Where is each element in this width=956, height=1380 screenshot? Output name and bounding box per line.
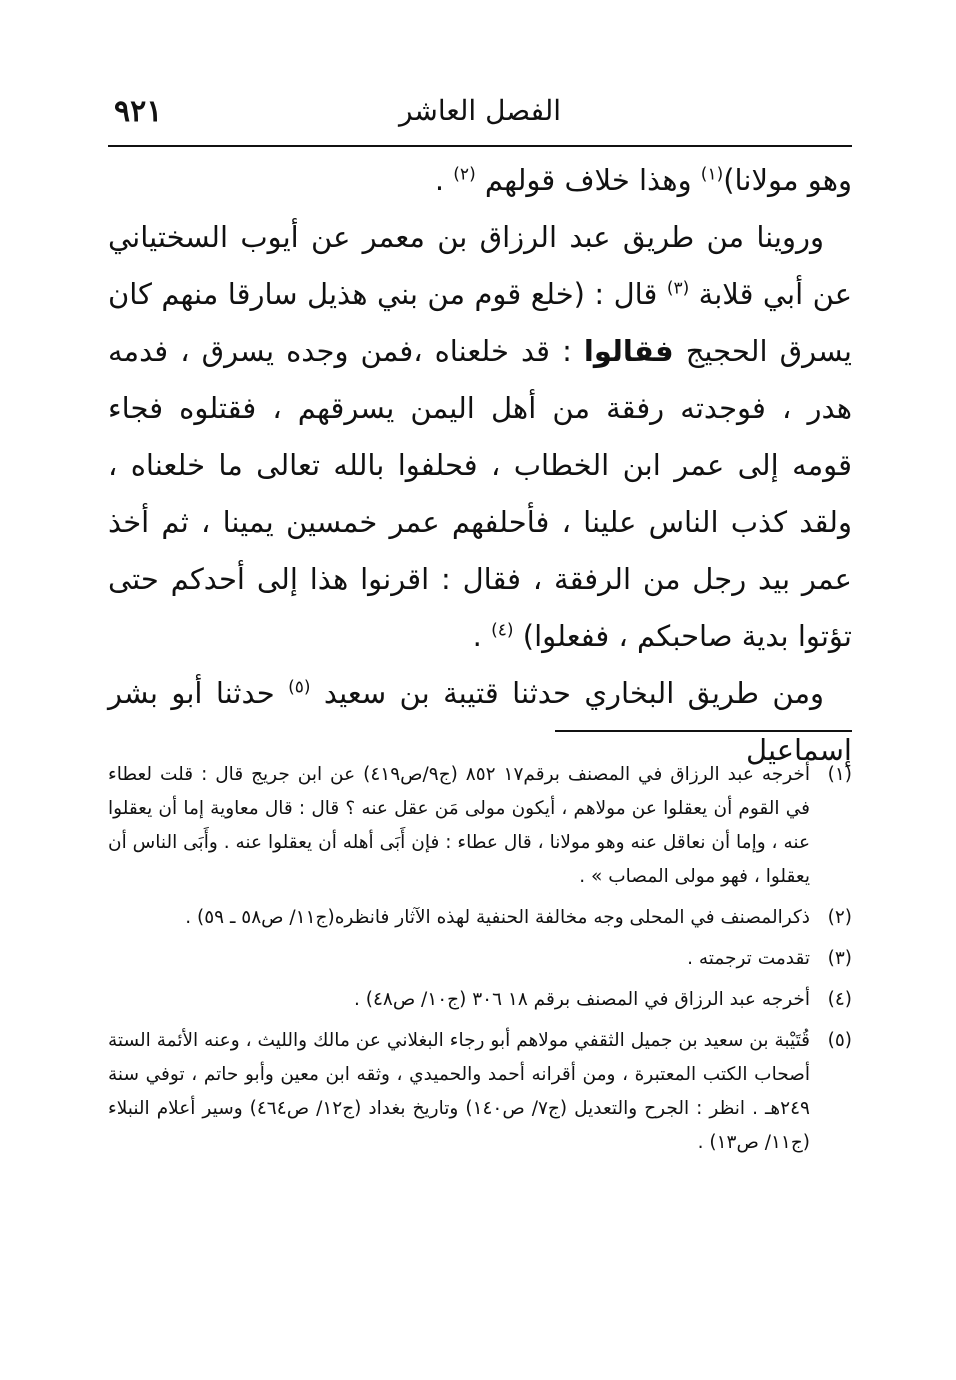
text-segment: : قد خلعناه ،فمن وجده يسرق ، فدمه هدر ، فوجدته رفقة من أهل اليمن يسرقهم ، فقتلوه فجاء قومه إلى عمر ابن الخطاب ، فحلفوا بالله تعالى ما خلعناه ، ولقد كذب الناس علينا ، فأحلفهم عمر خمسين يمينا ، ثم أخذ عمر بيد رجل من الرفقة ، فقال : اقرنوا هذا إلى أحدكم حتى تؤتوا بدية صاحبكم ، ففعلوا) bbox=[108, 334, 852, 653]
text-segment: حدثنا أبو بشر إسماعيل bbox=[108, 676, 852, 767]
text-segment: ومن طريق البخاري حدثنا قتيبة بن سعيد bbox=[310, 676, 825, 710]
footnote-1 bbox=[108, 758, 852, 894]
footnote-ref-1: (١) bbox=[700, 164, 724, 185]
footnotes bbox=[108, 758, 852, 1167]
text-segment: . bbox=[472, 619, 492, 653]
text-segment: وهو مولانا) bbox=[723, 163, 852, 197]
footnote-4 bbox=[108, 983, 852, 1017]
footnote-number: (٣) bbox=[827, 948, 852, 969]
page-number: ٩٢١ bbox=[114, 94, 163, 129]
footnote-2 bbox=[108, 901, 852, 935]
footnote-5 bbox=[108, 1024, 852, 1160]
text-segment: قال : (خلع قوم من بني هذيل سارقا منهم كان يسرق الحجيج bbox=[108, 277, 853, 368]
footnote-separator bbox=[555, 730, 852, 732]
footnote-text: قُتَيْبة بن سعيد بن جميل الثقفي مولاهم أبو رجاء البغلاني عن مالك والليث ، وعنه الأئمة الستة أصحاب الكتب المعتبرة ، ومن أقرانه أحمد والحميدي ، وثقه ابن معين وأبو حاتم ، توفي سنة ٢٤٩هـ . انظر : الجرح والتعديل (ج٧/ ص١٤٠) وتاريخ بغداد (ج١٢/ ص٤٦٤) وسير أعلام النبلاء (ج١١/ ص١٣) . bbox=[108, 1030, 810, 1153]
text-segment: وهذا خلاف قولهم bbox=[475, 163, 701, 197]
footnote-ref-2: (٢) bbox=[453, 164, 476, 185]
footnote-text: أخرجه عبد الرزاق في المصنف برقم١٧ ٨٥٢ (ج٩/ص٤١٩) عن ابن جريج قال : قلت لعطاء في القوم أن يعقلوا عن مولاهم ، أيكون مولى مَن عقل عنه ؟ قال : قال معاوية إما أن يعقلوا عنه ، وإما أن نعاقل عنه وهو مولانا ، قال عطاء : فإن أَبَى أهله أن يعقلوا عنه . وأَبَى الناس أن يعقلوا ، فهو مولى المصاب » . bbox=[108, 764, 810, 887]
paragraph-2 bbox=[108, 209, 852, 665]
footnote-ref-4: (٤) bbox=[491, 620, 514, 641]
footnote-ref-5: (٥) bbox=[288, 677, 311, 698]
text-segment: . bbox=[434, 163, 454, 197]
footnote-text: أخرجه عبد الرزاق في المصنف برقم ١٨ ٣٠٦ (ج١٠/ ص٤٨) . bbox=[353, 989, 810, 1010]
bold-word: فقالوا bbox=[583, 334, 674, 368]
footnote-number: (٥) bbox=[827, 1030, 852, 1051]
footnote-text: تقدمت ترجمته . bbox=[687, 948, 810, 969]
footnote-number: (٢) bbox=[827, 907, 852, 928]
page-header bbox=[108, 88, 852, 144]
footnote-number: (٤) bbox=[827, 989, 852, 1010]
header-rule bbox=[108, 145, 852, 147]
text-segment: وروينا من طريق عبد الرزاق بن معمر عن أيوب السختياني عن أبي قلابة bbox=[108, 220, 852, 311]
footnote-number: (١) bbox=[827, 764, 852, 785]
paragraph-1 bbox=[108, 152, 852, 209]
footnote-3 bbox=[108, 942, 852, 976]
chapter-title: الفصل العاشر bbox=[398, 94, 562, 127]
main-text bbox=[108, 152, 852, 779]
footnote-ref-3: (٣) bbox=[666, 278, 690, 299]
footnote-text: ذكرالمصنف في المحلى وجه مخالفة الحنفية لهذه الآثار فانظره(ج١١/ ص٥٨ ـ ٥٩) . bbox=[185, 907, 810, 928]
